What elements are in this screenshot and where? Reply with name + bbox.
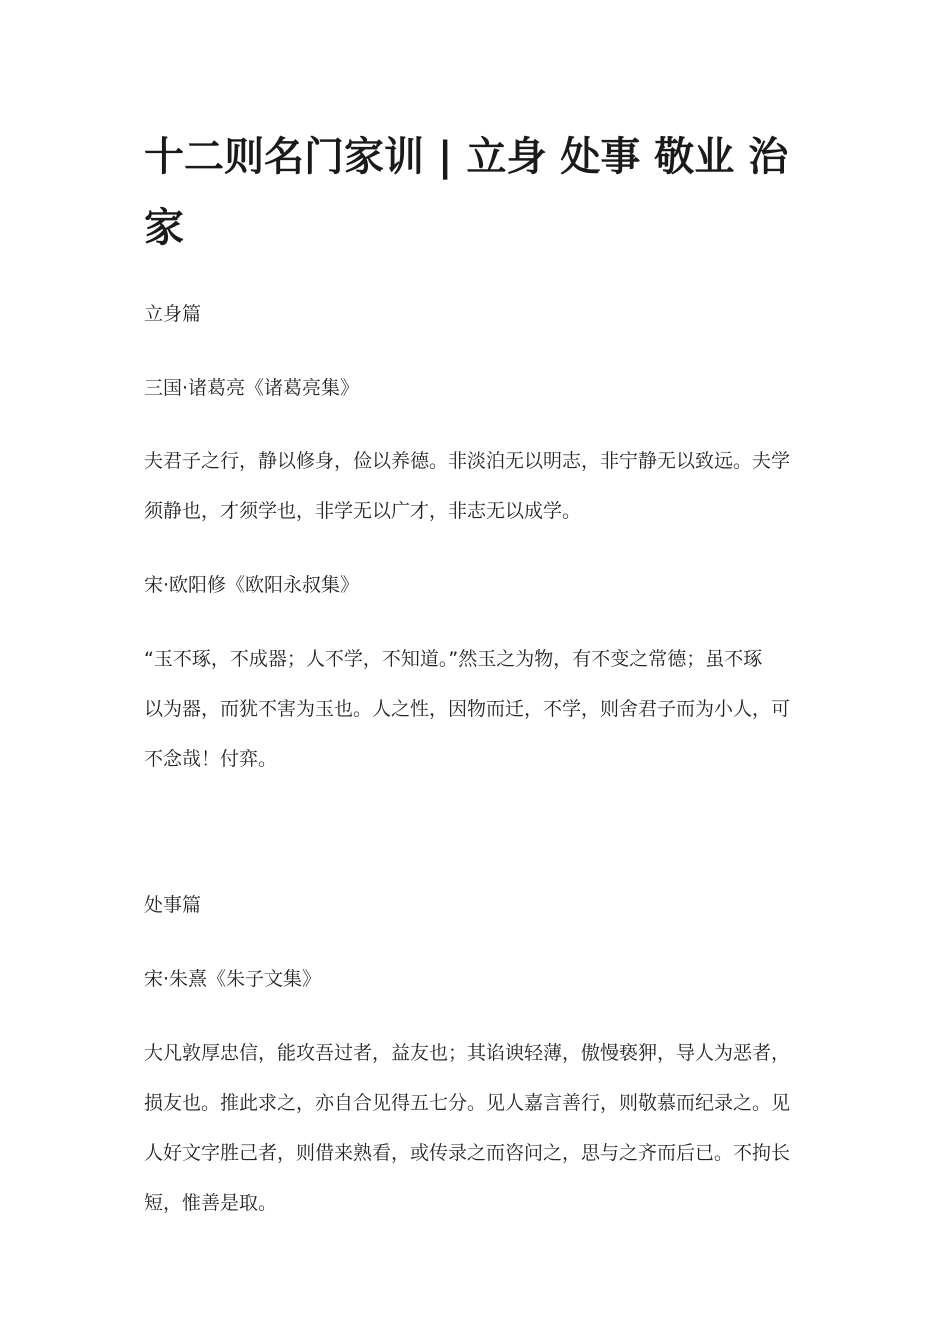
- source-zhugeliang: 三国·诸葛亮《诸葛亮集》: [144, 377, 360, 399]
- title-line-2: 家: [144, 205, 184, 251]
- source-zhuxi: 宋·朱熹《朱子文集》: [144, 968, 322, 990]
- paragraph-ouyangxiu: [144, 634, 810, 784]
- paragraph-line: 不念哉！付弈。: [144, 748, 278, 770]
- paragraph-line: 须静也，才须学也，非学无以广才，非志无以成学。: [144, 500, 582, 522]
- paragraph-line: 短，惟善是取。: [144, 1192, 278, 1214]
- paragraph-zhuxi: [144, 1028, 810, 1228]
- paragraph-line: 大凡敦厚忠信，能攻吾过者，益友也；其谄谀轻薄，傲慢亵狎，导人为恶者，: [144, 1042, 791, 1064]
- paragraph-line: 损友也。推此求之，亦自合见得五七分。见人嘉言善行，则敬慕而纪录之。见: [144, 1092, 791, 1114]
- section-heading-chushi: 处事篇: [144, 894, 202, 916]
- page-title: [144, 122, 810, 264]
- source-ouyangxiu: 宋·欧阳修《欧阳永叔集》: [144, 574, 360, 596]
- section-heading-lishen: 立身篇: [144, 303, 202, 325]
- paragraph-line: 人好文字胜己者，则借来熟看，或传录之而咨问之，思与之齐而后已。不拘长: [144, 1142, 791, 1164]
- paragraph-line: 夫君子之行，静以修身，俭以养德。非淡泊无以明志，非宁静无以致远。夫学: [144, 450, 791, 472]
- title-line-1: 十二则名门家训 | 立身 处事 敬业 治: [144, 134, 789, 180]
- paragraph-line: “玉不琢，不成器；人不学，不知道。”然玉之为物，有不变之常德；虽不琢: [144, 648, 763, 670]
- paragraph-zhugeliang: [144, 436, 810, 536]
- paragraph-line: 以为器，而犹不害为玉也。人之性，因物而迁，不学，则舍君子而为小人，可: [144, 698, 791, 720]
